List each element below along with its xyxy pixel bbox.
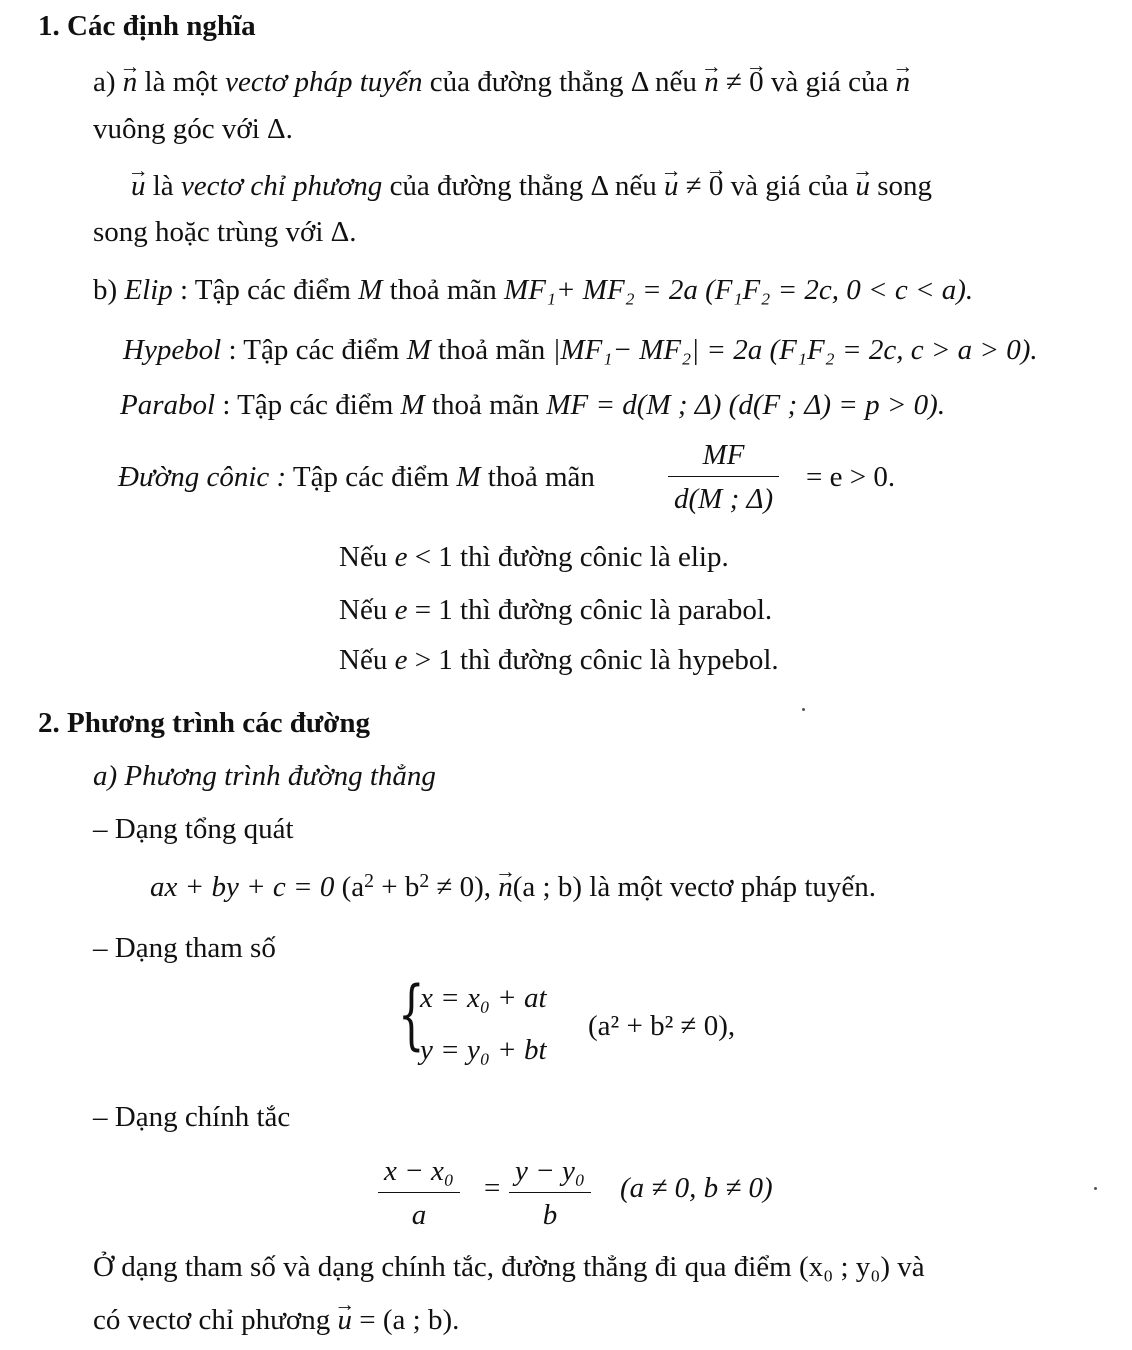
- general-form-equation: ax + by + c = 0 $(a^2 + b^2 \ne 0)$, → n(a ; b) là một vectơ pháp tuyến.: [150, 873, 876, 902]
- conic-definition: Đường cônic : Tập các điểm M thoả mãn: [118, 461, 595, 493]
- term-normal-vector: vectơ pháp tuyến: [225, 66, 423, 98]
- section-1-title: 1. Các định nghĩa: [38, 10, 256, 42]
- parabola-definition: Parabol : Tập các điểm M thoả mãn MF = d(M ; Δ) (d(F ; Δ) = p > 0).: [120, 389, 946, 421]
- parametric-equation-y: y = y₀ + bt: [420, 1034, 547, 1066]
- hyperbola-formula: |MF₁− MF₂| = 2a (F₁F₂ = 2c, c > a > 0).: [552, 334, 1038, 366]
- conic-case-parabola: Nếu e = 1 thì đường cônic là parabol.: [339, 594, 773, 626]
- system-brace: {: [398, 969, 425, 1058]
- conic-case-ellipse: Nếu e < 1 thì đường cônic là elip.: [339, 541, 729, 573]
- vector-n: → n: [498, 873, 513, 902]
- canonical-fraction-y: [509, 1157, 591, 1230]
- hyperbola-definition: Hypebol : Tập các điểm M thoả mãn |MF₁− MF₂| = 2a (F₁F₂ = 2c, c > a > 0).: [123, 334, 1038, 366]
- vector-n: → n: [123, 68, 138, 97]
- general-form-label: – Dạng tổng quát: [93, 813, 294, 845]
- canonical-numerator-x: x − x₀: [384, 1155, 454, 1187]
- note-line-1: Ở dạng tham số và dạng chính tắc, đường thẳng đi qua điểm (x₀ ; y₀) và: [93, 1251, 925, 1283]
- section-2-title: 2. Phương trình các đường: [38, 707, 370, 739]
- parametric-condition: (a² + b² ≠ 0),: [588, 1010, 736, 1042]
- parametric-form-label: – Dạng tham số: [93, 932, 276, 964]
- direction-vector-definition-line-1: → u là vectơ chỉ phương của đường thẳng Δ nếu → u ≠ → 0 và giá của → u song: [131, 172, 932, 201]
- scan-speck: [1094, 1187, 1097, 1190]
- canonical-form-label: – Dạng chính tắc: [93, 1101, 291, 1133]
- direction-vector-definition-line-2: song hoặc trùng với Δ.: [93, 216, 357, 248]
- conic-case-hyperbola: Nếu e > 1 thì đường cônic là hypebol.: [339, 644, 779, 676]
- canonical-denominator-b: b: [509, 1192, 591, 1230]
- conic-eccentricity: = e > 0.: [806, 461, 896, 493]
- ellipse-formula: MF₁+ MF₂ = 2a (F₁F₂ = 2c, 0 < c < a).: [504, 274, 974, 306]
- canonical-condition: (a ≠ 0, b ≠ 0): [620, 1172, 773, 1204]
- vector-u: → u: [131, 172, 146, 201]
- ellipse-definition: b) Elip : Tập các điểm M thoả mãn MF₁+ MF₂ = 2a (F₁F₂ = 2c, 0 < c < a).: [93, 274, 974, 306]
- normal-vector-definition-line-2: vuông góc với Δ.: [93, 113, 293, 145]
- canonical-denominator-a: a: [378, 1192, 460, 1230]
- scan-speck: [802, 708, 805, 711]
- conic-fraction-numerator: MF: [702, 439, 745, 471]
- parametric-equation-x: x = x₀ + at: [420, 982, 547, 1014]
- parabola-formula: MF = d(M ; Δ) (d(F ; Δ) = p > 0).: [546, 389, 946, 421]
- normal-vector-definition-line-1: a) → n là một vectơ pháp tuyến của đường thẳng Δ nếu → n ≠ → 0 và giá của → n: [93, 68, 910, 97]
- vector-u: → u: [338, 1306, 353, 1335]
- canonical-fraction-x: [378, 1157, 460, 1230]
- term-direction-vector: vectơ chỉ phương: [180, 170, 383, 202]
- subsection-line-equation: a) Phương trình đường thẳng: [93, 760, 436, 792]
- canonical-numerator-y: y − y₀: [515, 1155, 585, 1187]
- conic-fraction: [668, 441, 779, 514]
- zero-vector: → 0: [749, 68, 764, 97]
- conic-fraction-denominator: d(M ; Δ): [668, 476, 779, 514]
- note-line-2: có vectơ chỉ phương → u = (a ; b).: [93, 1306, 459, 1335]
- canonical-equals: =: [484, 1172, 501, 1204]
